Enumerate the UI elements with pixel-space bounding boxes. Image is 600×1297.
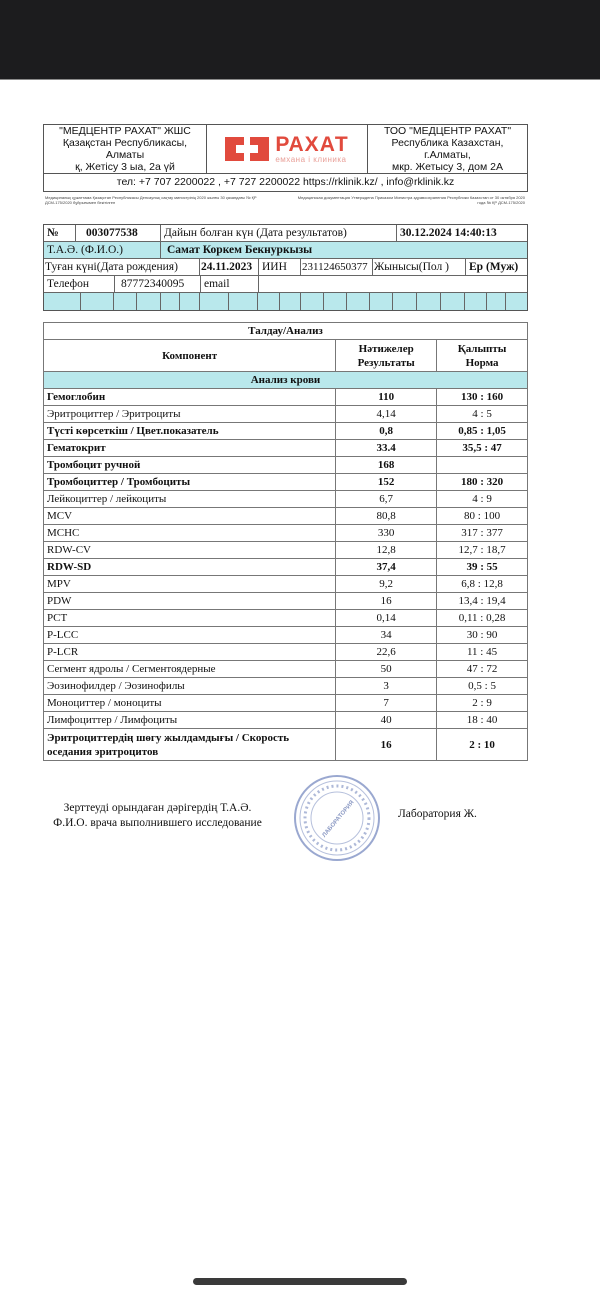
stamp-seal-icon (292, 772, 382, 864)
regulation-note-ru: Медицинская документация Утверждена Приказом Министра здравоохранения Республики Казахстан от 30 октября 2020 года № ҚР ДСМ-175/2020 (297, 195, 525, 205)
result-cell: 7 (336, 695, 437, 712)
lab-signature: Лаборатория Ж. (398, 808, 477, 820)
norm-cell: 80 : 100 (437, 508, 528, 525)
result-cell: 152 (336, 474, 437, 491)
table-row (44, 406, 528, 423)
norm-cell: 4 : 5 (437, 406, 528, 423)
component-cell: Түсті көрсеткіш / Цвет.показатель (44, 423, 336, 440)
grid-cell (161, 293, 180, 310)
email-value (259, 276, 527, 292)
norm-cell: 2 : 10 (437, 729, 528, 761)
number-value: 003077538 (76, 225, 161, 241)
result-cell: 22,6 (336, 644, 437, 661)
norm-cell: 130 : 160 (437, 389, 528, 406)
column-header-norm: Қалыпты Норма (437, 340, 528, 372)
result-cell: 40 (336, 712, 437, 729)
table-row (44, 440, 528, 457)
component-cell: P-LCC (44, 627, 336, 644)
logo-word: РАХАТ (275, 133, 349, 156)
grid-cell (200, 293, 229, 310)
result-cell: 50 (336, 661, 437, 678)
analysis-table (43, 322, 528, 761)
norm-cell: 18 : 40 (437, 712, 528, 729)
status-bar (0, 0, 600, 80)
table-row (44, 661, 528, 678)
table-row (44, 610, 528, 627)
result-cell: 37,4 (336, 559, 437, 576)
norm-cell: 2 : 9 (437, 695, 528, 712)
norm-cell: 0,5 : 5 (437, 678, 528, 695)
table-row (44, 712, 528, 729)
norm-cell: 12,7 : 18,7 (437, 542, 528, 559)
results-label-kz: Нәтижелер (358, 342, 414, 355)
home-indicator[interactable] (193, 1278, 407, 1285)
grid-cell (487, 293, 506, 310)
result-cell: 12,8 (336, 542, 437, 559)
component-cell: MCHC (44, 525, 336, 542)
table-row (44, 695, 528, 712)
name-label: Т.А.Ә. (Ф.И.О.) (44, 242, 161, 258)
grid-cell (417, 293, 441, 310)
regulation-note-kz: Медициналық құжаттама Қазақстан Республикасы Денсаулық сақтау министрінің 2020 жылғы 30 қазандағы № ҚР ДСМ-175/2020 бұйрығымен бекітілген (45, 195, 257, 205)
grid-cell (301, 293, 324, 310)
stamp-text: ЛАБОРАТОРИЯ (321, 799, 356, 839)
grid-cell (81, 293, 114, 310)
patient-info-table (43, 224, 528, 311)
logo-subtitle: емхана і клиника (275, 155, 347, 164)
result-cell: 9,2 (336, 576, 437, 593)
result-cell: 330 (336, 525, 437, 542)
norm-cell: 0,11 : 0,28 (437, 610, 528, 627)
result-cell: 16 (336, 729, 437, 761)
result-date-label: Дайын болған күн (Дата результатов) (161, 225, 397, 241)
table-row (44, 389, 528, 406)
component-cell: PCT (44, 610, 336, 627)
norm-cell: 6,8 : 12,8 (437, 576, 528, 593)
component-cell: Гематокрит (44, 440, 336, 457)
clinic-logo (207, 125, 368, 173)
component-cell: RDW-CV (44, 542, 336, 559)
patient-name: Самат Коркем Бекнуркызы (167, 244, 313, 256)
table-row (44, 525, 528, 542)
table-row (44, 593, 528, 610)
dob-label: Туған күні(Дата рождения) (44, 259, 200, 275)
result-cell: 6,7 (336, 491, 437, 508)
table-row (44, 491, 528, 508)
grid-cell (44, 293, 81, 310)
component-cell: P-LCR (44, 644, 336, 661)
norm-cell: 180 : 320 (437, 474, 528, 491)
clinic-address-kz-line1: Қазақстан Республикасы, Алматы (62, 137, 188, 161)
grid-cell (258, 293, 280, 310)
result-date-value: 30.12.2024 14:40:13 (400, 227, 497, 239)
clinic-address-ru (368, 125, 527, 173)
result-cell: 33.4 (336, 440, 437, 457)
component-cell: Эритроциттердің шөгу жылдамдығы / Скорость оседания эритроцитов (44, 729, 336, 761)
iin-label: ИИН (259, 259, 301, 275)
grid-cell (137, 293, 161, 310)
component-cell: Эритроциттер / Эритроциты (44, 406, 336, 423)
section-title: Анализ крови (44, 372, 528, 389)
doctor-signature-label (30, 801, 285, 831)
iin-value: 231124650377 (301, 259, 373, 275)
clinic-header (43, 124, 528, 192)
component-cell: Сегмент ядролы / Сегментоядерные (44, 661, 336, 678)
norm-cell: 4 : 9 (437, 491, 528, 508)
norm-cell: 13,4 : 19,4 (437, 593, 528, 610)
number-label: № (44, 225, 76, 241)
component-cell: Тромбоциттер / Тромбоциты (44, 474, 336, 491)
grid-cell (441, 293, 465, 310)
clinic-contacts: тел: +7 707 2200022 , +7 727 2200022 https://rklinik.kz/ , info@rklinik.kz (116, 176, 455, 188)
cross-logo-icon (225, 137, 269, 161)
doctor-label-kz: Зерттеуді орындаған дәрігердің Т.А.Ә. (63, 802, 252, 814)
result-cell: 3 (336, 678, 437, 695)
component-cell: Моноциттер / моноциты (44, 695, 336, 712)
norm-cell: 35,5 : 47 (437, 440, 528, 457)
grid-cell (393, 293, 417, 310)
norm-cell: 47 : 72 (437, 661, 528, 678)
grid-cell (324, 293, 347, 310)
doctor-label-ru: Ф.И.О. врача выполнившего исследование (53, 817, 262, 829)
table-row (44, 576, 528, 593)
norm-cell: 0,85 : 1,05 (437, 423, 528, 440)
grid-cell (180, 293, 200, 310)
norm-cell: 11 : 45 (437, 644, 528, 661)
analysis-title: Талдау/Анализ (44, 323, 528, 340)
grid-cell (465, 293, 487, 310)
component-cell: MPV (44, 576, 336, 593)
email-label: email (201, 276, 259, 292)
table-row (44, 627, 528, 644)
grid-cell (229, 293, 258, 310)
result-cell: 110 (336, 389, 437, 406)
result-cell: 16 (336, 593, 437, 610)
component-cell: Эозинофилдер / Эозинофилы (44, 678, 336, 695)
component-cell: Лейкоциттер / лейкоциты (44, 491, 336, 508)
grid-cell (370, 293, 393, 310)
results-label-ru: Результаты (357, 356, 415, 369)
grid-cell (114, 293, 137, 310)
clinic-name-ru: ТОО "МЕДЦЕНТР РАХАТ" (383, 125, 512, 137)
table-row (44, 729, 528, 761)
table-row (44, 423, 528, 440)
result-cell: 168 (336, 457, 437, 474)
norm-cell (437, 457, 528, 474)
result-cell: 0,8 (336, 423, 437, 440)
component-cell: Гемоглобин (44, 389, 336, 406)
grid-cell (280, 293, 301, 310)
table-row (44, 508, 528, 525)
component-cell: RDW-SD (44, 559, 336, 576)
result-cell: 4,14 (336, 406, 437, 423)
grid-cell (506, 293, 527, 310)
phone-value: 87772340095 (115, 276, 201, 292)
result-cell: 80,8 (336, 508, 437, 525)
grid-cell (347, 293, 370, 310)
sex-label: Жынысы(Пол ) (373, 259, 466, 275)
clinic-name-kz: "МЕДЦЕНТР РАХАТ" ЖШС (59, 125, 191, 137)
clinic-address-ru-line2: мкр. Жетысу 3, дом 2А (392, 161, 503, 173)
dob-value: 24.11.2023 (200, 259, 259, 275)
norm-cell: 317 : 377 (437, 525, 528, 542)
result-cell: 0,14 (336, 610, 437, 627)
clinic-address-kz-line2: қ, Жетісу 3 ыа, 2а үй (75, 161, 175, 173)
clinic-address-ru-line1: Республика Казахстан, г.Алматы, (391, 137, 504, 161)
phone-label: Телефон (44, 276, 115, 292)
table-row (44, 644, 528, 661)
clinic-address-kz (44, 125, 207, 173)
component-cell: Тромбоцит ручной (44, 457, 336, 474)
norm-cell: 39 : 55 (437, 559, 528, 576)
table-row (44, 559, 528, 576)
table-row (44, 474, 528, 491)
empty-grid-row (44, 293, 527, 310)
component-cell: Лимфоциттер / Лимфоциты (44, 712, 336, 729)
component-cell: MCV (44, 508, 336, 525)
sex-value: Ер (Муж) (469, 261, 519, 273)
component-cell: PDW (44, 593, 336, 610)
table-row (44, 457, 528, 474)
table-row (44, 542, 528, 559)
norm-cell: 30 : 90 (437, 627, 528, 644)
result-cell: 34 (336, 627, 437, 644)
column-header-results (336, 340, 437, 372)
table-row (44, 678, 528, 695)
column-header-component: Компонент (44, 340, 336, 372)
